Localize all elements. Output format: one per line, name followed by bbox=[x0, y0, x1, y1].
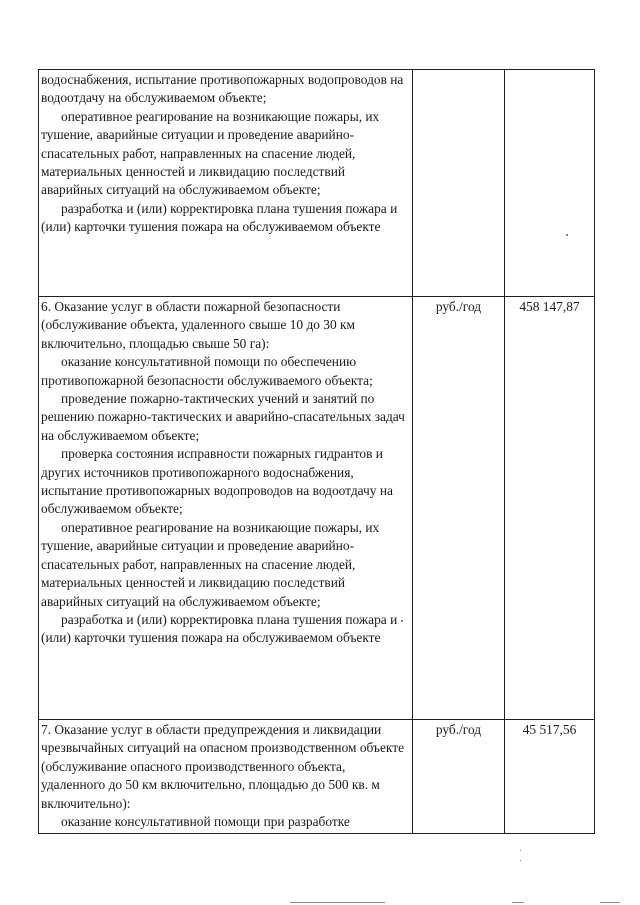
description-paragraph: оказание консультативной помощи по обеспечению противопожарной безопасности обслуживаемого объекта; bbox=[41, 354, 373, 388]
table-row bbox=[39, 70, 595, 297]
service-description-cell bbox=[39, 720, 413, 834]
price-cell bbox=[505, 70, 595, 297]
description-paragraph: проведение пожарно-тактических учений и занятий по решению пожарно-тактических и аварийно-спасательных задач на обслуживаемом объекте; bbox=[41, 391, 405, 443]
description-paragraph: оперативное реагирование на возникающие пожары, их тушение, аварийные ситуации и проведение аварийно-спасательных работ, направленных на спасение людей, материальных ценностей и ликвидацию последствий аварийных ситуаций на обслуживаемом объекте; bbox=[41, 108, 380, 198]
service-description-cell bbox=[39, 70, 413, 297]
item-heading: 6. Оказание услуг в области пожарной безопасности (обслуживание объекта, удаленного свыше 10 до 30 км включительно, площадью свыше 50 га): bbox=[41, 299, 356, 351]
service-description-cell bbox=[39, 297, 413, 720]
item-heading: 7. Оказание услуг в области предупреждения и ликвидации чрезвычайных ситуаций на опасном производственном объекте (обслуживание опасного производственного объекта, удаленного до 50 км включительно, площадью до 500 кв. м включительно): bbox=[41, 722, 405, 811]
scan-speck bbox=[401, 620, 403, 622]
unit-cell: руб./год bbox=[413, 720, 505, 834]
unit-cell bbox=[413, 70, 505, 297]
scan-artifact-line bbox=[290, 902, 385, 903]
unit-cell: руб./год bbox=[413, 297, 505, 720]
tariff-table bbox=[38, 69, 595, 834]
description-paragraph: проверка состояния исправности пожарных гидрантов и других источников противопожарного водоснабжения, испытание противопожарных водопроводов на водоотдачу на обслуживаемом объекте; bbox=[41, 446, 393, 517]
table-row bbox=[39, 297, 595, 720]
description-paragraph: разработка и (или) корректировка плана тушения пожара и (или) карточки тушения пожара на обслуживаемом объекте bbox=[41, 611, 398, 646]
table-row bbox=[39, 720, 595, 834]
description-paragraph: оперативное реагирование на возникающие пожары, их тушение, аварийные ситуации и проведение аварийно-спасательных работ, направленных на спасение людей, материальных ценностей и ликвидацию последствий аварийных ситуаций на обслуживаемом объекте; bbox=[41, 519, 380, 609]
price-cell: 45 517,56 bbox=[505, 720, 595, 834]
price-cell: 458 147,87 bbox=[505, 297, 595, 720]
description-paragraph: водоснабжения, испытание противопожарных водопроводов на водоотдачу на обслуживаемом объекте; bbox=[41, 72, 404, 106]
description-paragraph: оказание консультативной помощи при разработке bbox=[61, 814, 350, 830]
scan-artifact-line bbox=[600, 902, 620, 903]
scan-speck bbox=[520, 850, 521, 851]
scan-speck bbox=[520, 860, 521, 861]
scan-artifact-line bbox=[512, 902, 524, 903]
description-paragraph: разработка и (или) корректировка плана тушения пожара и (или) карточки тушения пожара на обслуживаемом объекте bbox=[41, 200, 398, 235]
scan-speck bbox=[566, 234, 568, 236]
